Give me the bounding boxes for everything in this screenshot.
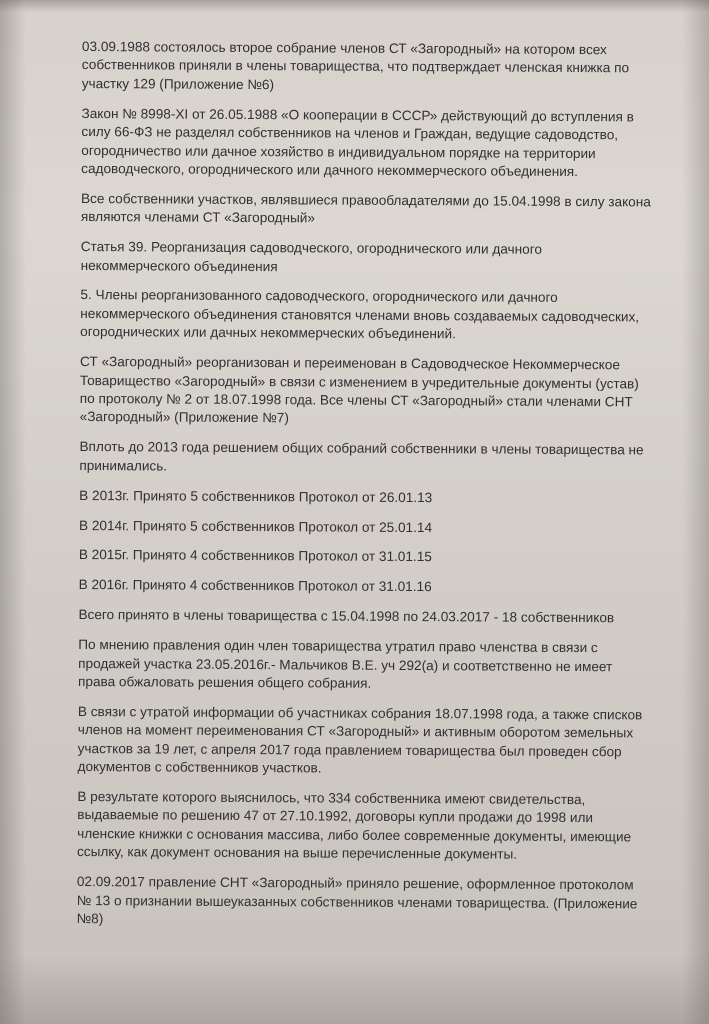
paragraph-2013: В 2013г. Принято 5 собственников Протокол от 26.01.13 [79,487,433,505]
paragraph-2015: В 2015г. Принято 4 собственников Протокол от 31.01.15 [78,547,432,565]
paragraph-lost-membership: По мнению правления один член товарищества утратил право членства в связи с продажей участка 23.05.2016г.- Мальчиков В.Е. уч 292(а) и соответственно не имеет права обжаловать решения общего собрания. [78,637,613,691]
paragraph-article-39: Статья 39. Реорганизация садоводческого, огороднического или дачного некоммерческого объединения [80,239,542,274]
paragraph-2016: В 2016г. Принято 4 собственников Протокол от 31.01.16 [78,577,432,595]
paragraph-2014: В 2014г. Принято 5 собственников Протокол от 25.01.14 [78,517,433,535]
paragraph-total-members: Всего принято в члены товарищества с 15.04.1998 по 24.03.2017 - 18 собственников [78,607,615,626]
paragraph-owners: Все собственники участков, являвшиеся правообладателями до 15.04.1998 в силу закона являются членами СТ «Загородный» [80,190,651,226]
paragraph-board-decision: 02.09.2017 правление СНТ «Загородный» приняло решение, оформленное протоколом № 13 о признании вышеуказанных собственников членами товарищества. (Приложение №8) [76,874,638,927]
paragraph-document-collection: В связи с утратой информации об участниках собрания 18.07.1998 года, а также списков членов на момент переименования СТ «Загородный» и активным оборотом земельных участков за 19 лет, с апреля 2017 года правлением товарищества был проведен сбор документов с собственников участков. [77,703,643,776]
paragraph-article-39-item-5: 5. Члены реорганизованного садоводческого, огороднического или дачного некоммерческого объединения становятся членами вновь создаваемых садоводческих, огороднических или дачных некоммерческих объединений. [80,287,640,342]
paragraph-meeting-1988: 03.09.1988 состоялось второе собрание членов СТ «Загородный» на котором всех собственников приняли в члены товарищества, что подтверждает членская книжка по участку 129 (Приложение №6) [81,38,630,92]
document-text [76,38,653,943]
paragraph-reorganization: СТ «Загородный» реорганизован и переименован в Садоводческое Некоммерческое Товарищество «Загородный» в связи с изменением в учредительные документы (устав) по протоколу № 2 от 18.07.1998 года. Все члены СТ «Загородный» стали членами СНТ «Загородный» (Приложение №7) [79,354,639,426]
paragraph-findings: В результате которого выяснилось, что 334 собственника имеют свидетельства, выдаваемые по решению 47 от 27.10.1992, договоры купли продажи до 1998 или членские книжки с основания массива, либо более современные документы, имеющие ссылку, как документ основания на выше перечисленные документы. [76,788,632,862]
paragraph-until-2013: Вплоть до 2013 года решением общих собраний собственники в члены товарищества не принимались. [79,439,644,474]
paragraph-law-1988: Закон № 8998-XI от 26.05.1988 «О кооперации в СССР» действующий до вступления в силу 66-ФЗ не разделял собственников на членов и Граждан, ведущие садоводство, огородничество или дачное хозяйство в индивидуальном порядке на территории садоводческого, огороднического или дачного некоммерческого объединения. [81,105,634,179]
